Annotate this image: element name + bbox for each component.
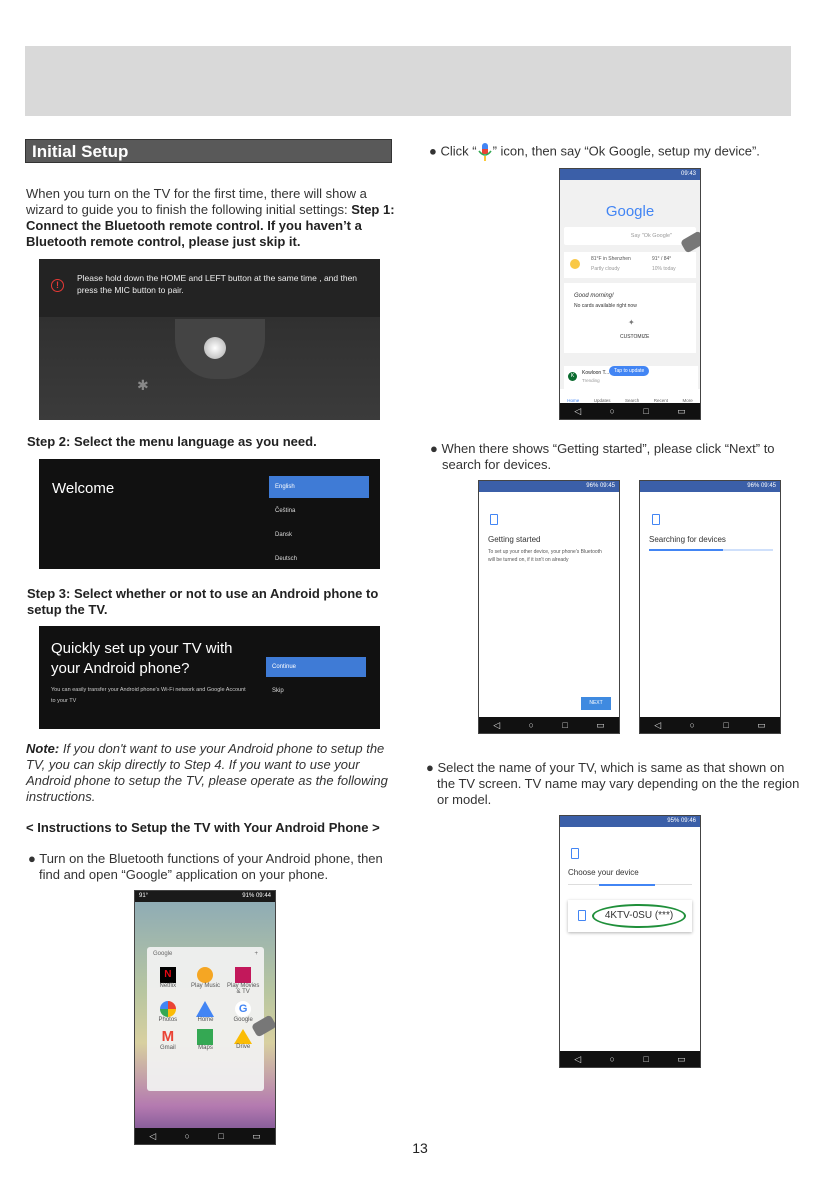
pair-message: Please hold down the HOME and LEFT button at the same time , and then press the MIC button to pair. xyxy=(77,273,358,295)
status-bar: 96% 09:45 xyxy=(479,481,619,492)
trending-title: Kowloon T... xyxy=(582,370,610,376)
device-card[interactable] xyxy=(568,900,692,932)
app-maps[interactable] xyxy=(187,1029,225,1051)
tab-recent[interactable]: Recent xyxy=(653,398,668,403)
add-icon[interactable]: + xyxy=(254,951,258,957)
tab-more[interactable]: More xyxy=(682,398,693,403)
mic-icon xyxy=(477,142,493,162)
maps-icon xyxy=(197,1029,213,1045)
avatar: K xyxy=(568,372,577,381)
tab-updates[interactable]: Updates xyxy=(593,398,611,403)
welcome-title: Welcome xyxy=(52,480,115,497)
progress-fill xyxy=(599,884,655,886)
home-nav-icon[interactable]: ○ xyxy=(609,1054,615,1064)
home-nav-icon[interactable]: ○ xyxy=(528,720,534,730)
app-label: Netflix xyxy=(159,983,177,989)
bottom-tabs xyxy=(560,389,700,403)
back-icon[interactable]: ◁ xyxy=(149,1130,157,1141)
app-gmail[interactable] xyxy=(149,1029,187,1051)
device-name[interactable]: 4KTV-0SU (***) xyxy=(592,904,686,928)
tab-home[interactable]: Home xyxy=(567,398,580,403)
lang-deutsch[interactable]: Deutsch xyxy=(275,556,298,562)
app-photos[interactable] xyxy=(149,1001,187,1023)
phone-choose-device xyxy=(559,815,701,1068)
status-right: 91% 09:44 xyxy=(242,893,271,899)
app-label: Play Movies & TV xyxy=(226,983,260,995)
screenshot-icon[interactable]: ▭ xyxy=(677,1053,686,1064)
mic-button-icon xyxy=(204,337,226,359)
app-grid xyxy=(147,961,264,1057)
nav-bar xyxy=(479,717,619,733)
bullet4-text: ● Select the name of your TV, which is same as that shown on the TV screen. TV name may vary depending on the the region or model. xyxy=(426,760,800,807)
tv-welcome-screen xyxy=(39,459,380,569)
netflix-icon: N xyxy=(160,967,176,983)
tap-to-update-button[interactable]: Tap to update xyxy=(609,366,649,376)
lang-cestina[interactable]: Čeština xyxy=(275,508,296,514)
screenshot-icon[interactable]: ▭ xyxy=(677,405,686,416)
recents-icon[interactable]: □ xyxy=(643,1054,649,1064)
app-label: Gmail xyxy=(159,1045,176,1051)
bullet1-text: ● Turn on the Bluetooth functions of your Android phone, then find and open “Google” application on your phone. xyxy=(28,851,383,882)
quick-desc: You can easily transfer your Android phone's Wi-Fi network and Google Account to your TV xyxy=(51,687,246,704)
photos-icon xyxy=(160,1001,176,1017)
app-label: Drive xyxy=(236,1044,251,1050)
magic-wand-icon: ✦ xyxy=(628,318,635,327)
app-label: Photos xyxy=(158,1017,178,1023)
home-nav-icon[interactable]: ○ xyxy=(184,1131,190,1141)
screenshot-icon[interactable]: ▭ xyxy=(596,719,605,730)
getting-started-title: Getting started xyxy=(488,535,541,544)
bullet2-text xyxy=(429,142,809,162)
lang-english[interactable]: English xyxy=(269,476,369,498)
step2-text: Step 2: Select the menu language as you need. xyxy=(27,434,317,449)
morning-card xyxy=(564,283,696,353)
customize-button[interactable]: CUSTOMIZE xyxy=(620,334,650,340)
choose-device-title: Choose your device xyxy=(568,868,639,877)
status-bar: 96% 09:45 xyxy=(640,481,780,492)
google-folder xyxy=(147,947,264,1091)
bullet2-pre: ● Click “ xyxy=(429,143,477,159)
weather-sub: Partly cloudy xyxy=(591,266,620,272)
intro: When you turn on the TV for the first time, there will show a wizard to guide you to finish the following initial settings: xyxy=(26,186,367,217)
status-left: 91° xyxy=(139,893,149,899)
screenshot-icon[interactable]: ▭ xyxy=(757,719,766,730)
home-nav-icon[interactable]: ○ xyxy=(689,720,695,730)
rain-text: 10% today xyxy=(652,266,676,272)
phone-icon xyxy=(652,514,660,525)
trending-sub: Trending xyxy=(582,378,600,383)
progress-track xyxy=(649,549,773,551)
progress-track xyxy=(568,884,692,885)
tab-search[interactable]: Search xyxy=(624,398,640,403)
skip-option[interactable]: Skip xyxy=(272,688,284,694)
weather-icon xyxy=(570,259,580,269)
google-icon: G xyxy=(235,1001,251,1017)
bullet2-post: ” icon, then say “Ok Google, setup my device”. xyxy=(492,143,760,159)
tv-device-icon xyxy=(578,910,586,921)
continue-option[interactable]: Continue xyxy=(266,657,366,677)
phone-getting-started xyxy=(478,480,620,734)
back-icon[interactable]: ◁ xyxy=(574,405,582,416)
weather-card[interactable] xyxy=(564,252,696,278)
temp-text: 91° / 84° xyxy=(652,256,672,262)
pairing-message-box xyxy=(39,259,380,317)
nav-bar xyxy=(560,403,700,419)
app-netflix[interactable] xyxy=(149,967,187,995)
morning-text: Good morning! xyxy=(574,293,614,299)
bullet3-text: ● When there shows “Getting started”, please click “Next” to search for devices. xyxy=(430,441,775,472)
app-home[interactable] xyxy=(187,1001,225,1023)
progress-fill xyxy=(649,549,723,551)
gmail-icon: M xyxy=(161,1028,175,1045)
page-number: 13 xyxy=(412,1140,428,1156)
no-cards-text: No cards available right now xyxy=(574,303,637,309)
weather-text: 81°F in Shenzhen xyxy=(591,256,631,262)
play-movies-icon xyxy=(235,967,251,983)
alert-icon: ! xyxy=(51,279,64,292)
app-play-movies[interactable] xyxy=(224,967,262,995)
app-play-music[interactable] xyxy=(187,967,225,995)
recents-icon[interactable]: □ xyxy=(562,720,568,730)
recents-icon[interactable]: □ xyxy=(643,406,649,416)
tv-pairing-screen xyxy=(39,259,380,420)
status-bar xyxy=(135,891,275,902)
nav-bar xyxy=(640,717,780,733)
play-music-icon xyxy=(197,967,213,983)
instructions-header: < Instructions to Setup the TV with Your Android Phone > xyxy=(26,820,380,835)
folder-name: Google xyxy=(153,951,173,957)
quick-title: Quickly set up your TV with your Android phone? xyxy=(51,640,233,677)
status-bar: 09:43 xyxy=(560,169,700,180)
drive-icon xyxy=(234,1029,252,1044)
google-logo: Google xyxy=(605,203,655,220)
searching-title: Searching for devices xyxy=(649,535,726,544)
next-button[interactable]: NEXT xyxy=(581,697,611,710)
back-icon[interactable]: ◁ xyxy=(493,719,501,730)
note-block xyxy=(26,741,394,805)
recents-icon[interactable]: □ xyxy=(218,1131,224,1141)
header-bar xyxy=(25,46,791,116)
app-label: Play Music xyxy=(190,983,220,989)
phone-searching xyxy=(639,480,781,734)
nav-bar xyxy=(560,1051,700,1067)
app-google[interactable] xyxy=(224,1001,262,1023)
trending-card xyxy=(564,366,698,390)
home-icon xyxy=(196,1001,214,1017)
phone-icon xyxy=(571,848,579,859)
section-title: Initial Setup xyxy=(25,139,392,163)
home-nav-icon[interactable]: ○ xyxy=(609,406,615,416)
note-text: If you don't want to use your Android phone to setup the TV, you can skip directly to Step 4. If you want to use your Android phone to setup the TV, please operate as the following instructions. xyxy=(26,741,388,804)
intro-text xyxy=(26,186,396,250)
app-label: Maps xyxy=(198,1045,213,1051)
screenshot-icon[interactable]: ▭ xyxy=(252,1130,261,1141)
status-bar: 95% 09:46 xyxy=(560,816,700,827)
back-icon[interactable]: ◁ xyxy=(574,1053,582,1064)
app-label: Home xyxy=(197,1017,214,1023)
tv-quick-setup-screen xyxy=(39,626,380,729)
phone-home-screen xyxy=(134,890,276,1145)
bluetooth-icon: ✱ xyxy=(137,377,149,393)
nav-bar xyxy=(135,1128,275,1144)
search-box[interactable]: Say "Ok Google" xyxy=(564,227,696,245)
step3-text: Step 3: Select whether or not to use an Android phone to setup the TV. xyxy=(27,586,379,617)
recents-icon[interactable]: □ xyxy=(723,720,729,730)
back-icon[interactable]: ◁ xyxy=(654,719,662,730)
phone-icon xyxy=(490,514,498,525)
note-label: Note: xyxy=(26,741,60,756)
phone-google-app xyxy=(559,168,701,420)
app-label: Google xyxy=(233,1017,253,1023)
step1-text: Step 1: Connect the Bluetooth remote control. If you haven’t a Bluetooth remote control, please just skip it. xyxy=(26,202,395,249)
getting-started-desc: To set up your other device, your phone's Bluetooth will be turned on, if it isn't on already xyxy=(488,549,602,563)
lang-dansk[interactable]: Dansk xyxy=(275,532,293,538)
